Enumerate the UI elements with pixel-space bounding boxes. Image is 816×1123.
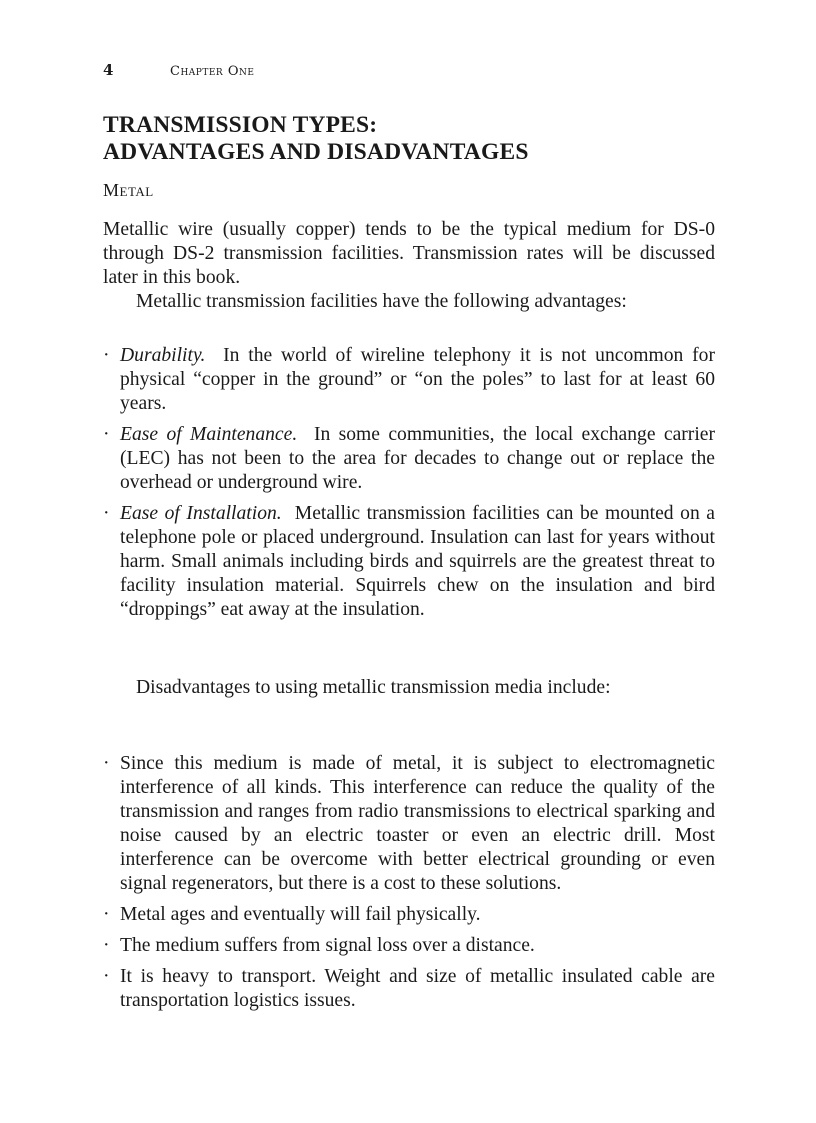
section-title [103,112,715,166]
bullet-icon: · [103,424,110,445]
list-item [103,965,715,1013]
section-title-line-2: ADVANTAGES AND DISADVANTAGES [103,139,529,165]
list-item-text: In the world of wireline telephony it is not uncommon for physical “copper in the ground” or “on the poles” to last for at least 60 years. [120,345,716,414]
disadvantages-lead-paragraph: Disadvantages to using metallic transmission media include: [136,677,611,698]
list-item-text: In some communities, the local exchange carrier (LEC) has not been to the area for decades to change out or replace the overhead or underground wire. [120,424,715,493]
bullet-icon: · [103,935,110,956]
list-item-term: Ease of Installation. [120,503,282,524]
chapter-label: Chapter One [170,64,255,79]
list-item-text: Metal ages and eventually will fail physically. [120,904,481,925]
list-item-text: It is heavy to transport. Weight and size of metallic insulated cable are transportation logistics issues. [120,966,715,1011]
list-item [103,423,715,495]
page-number: 4 [103,61,114,79]
list-item [103,934,715,958]
list-item [103,903,715,927]
list-item-term: Durability. [120,345,206,366]
subsection-title: Metal [103,180,154,200]
list-item-text: The medium suffers from signal loss over a distance. [120,935,535,956]
bullet-icon: · [103,345,110,366]
advantages-list [103,344,715,629]
disadvantages-list [103,752,715,1020]
list-item-term: Ease of Maintenance. [120,424,298,445]
bullet-icon: · [103,904,110,925]
section-title-line-1: TRANSMISSION TYPES: [103,112,378,138]
list-item [103,502,715,622]
running-header [103,61,254,81]
list-item-text: Metallic transmission facilities can be mounted on a telephone pole or placed underground. Insulation can last for years without harm. Small animals including birds and squirrels are the greatest threat to facility insulation material. Squirrels chew on the insulation and bird “droppings” eat away at the insulation. [120,503,715,620]
list-item [103,344,715,416]
bullet-icon: · [103,753,110,774]
bullet-icon: · [103,966,110,987]
advantages-lead-paragraph: Metallic transmission facilities have the following advantages: [136,291,627,312]
intro-paragraph: Metallic wire (usually copper) tends to be the typical medium for DS-0 through DS-2 transmission facilities. Transmission rates will be discussed later in this book. [103,219,715,288]
list-item-text: Since this medium is made of metal, it is subject to electromagnetic interference of all kinds. This interference can reduce the quality of the transmission and ranges from radio transmissions to electrical sparking and noise caused by an electric toaster or even an electric drill. Most interference can be overcome with better electrical grounding or even signal regenerators, but there is a cost to these solutions. [120,753,715,894]
list-item [103,752,715,896]
bullet-icon: · [103,503,110,524]
